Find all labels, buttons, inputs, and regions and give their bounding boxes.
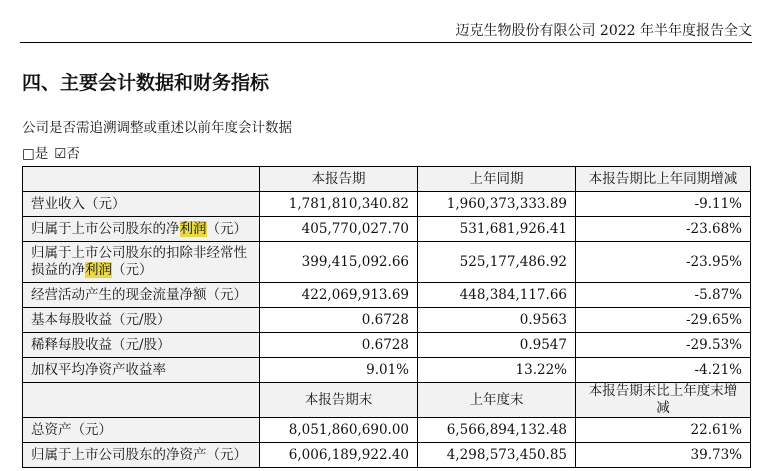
row-label: 营业收入（元） [23, 192, 260, 217]
table-row [23, 217, 751, 242]
current-value: 422,069,913.69 [260, 283, 418, 308]
row-label: 加权平均净资产收益率 [23, 358, 260, 383]
header-cell-prior: 上年同期 [418, 167, 576, 192]
header-cell-prior-year-end: 上年度末 [418, 383, 576, 418]
table-row [23, 358, 751, 383]
prior-value: 1,960,373,333.89 [418, 192, 576, 217]
restatement-question: 公司是否需追溯调整或重述以前年度会计数据 [22, 120, 292, 136]
highlighted-term: 利润 [179, 220, 207, 237]
change-value: -23.95% [576, 242, 751, 283]
label-unit: （元） [112, 262, 153, 278]
current-value: 0.6728 [260, 308, 418, 333]
financial-indicators-table [22, 166, 751, 468]
change-value: -4.21% [576, 358, 751, 383]
prior-value: 6,566,894,132.48 [418, 418, 576, 443]
row-label: 归属于上市公司股东的净资产（元） [23, 443, 260, 468]
table-subheader-row [23, 383, 751, 418]
prior-value: 531,681,926.41 [418, 217, 576, 242]
option-yes: □是 [22, 146, 49, 162]
option-no: ☑否 [54, 146, 80, 162]
current-value: 399,415,092.66 [260, 242, 418, 283]
header-cell-current: 本报告期 [260, 167, 418, 192]
table-row [23, 443, 751, 468]
current-value: 6,006,189,922.40 [260, 443, 418, 468]
table-row [23, 242, 751, 283]
prior-value: 0.9563 [418, 308, 576, 333]
header-cell-change: 本报告期末比上年度末增减 [576, 383, 751, 418]
table-header-row [23, 167, 751, 192]
section-title: 四、主要会计数据和财务指标 [22, 72, 270, 94]
table-row [23, 283, 751, 308]
restatement-options [22, 142, 86, 162]
table-row [23, 418, 751, 443]
change-value: -29.65% [576, 308, 751, 333]
header-cell-blank [23, 383, 260, 418]
row-label: 基本每股收益（元/股） [23, 308, 260, 333]
change-value: -5.87% [576, 283, 751, 308]
table-row [23, 333, 751, 358]
change-value: 39.73% [576, 443, 751, 468]
change-value: 22.61% [576, 418, 751, 443]
change-value: -23.68% [576, 217, 751, 242]
prior-value: 0.9547 [418, 333, 576, 358]
current-value: 0.6728 [260, 333, 418, 358]
highlighted-term: 利润 [85, 262, 112, 278]
table-row [23, 192, 751, 217]
current-value: 405,770,027.70 [260, 217, 418, 242]
row-label: 经营活动产生的现金流量净额（元） [23, 283, 260, 308]
header-divider [20, 42, 752, 43]
row-label [23, 217, 260, 242]
header-cell-blank [23, 167, 260, 192]
prior-value: 448,384,117.66 [418, 283, 576, 308]
table-row [23, 308, 751, 333]
row-label [23, 242, 260, 283]
header-cell-change: 本报告期比上年同期增减 [576, 167, 751, 192]
prior-value: 13.22% [418, 358, 576, 383]
label-unit: （元） [206, 220, 247, 237]
current-value: 1,781,810,340.82 [260, 192, 418, 217]
current-value: 8,051,860,690.00 [260, 418, 418, 443]
prior-value: 4,298,573,450.85 [418, 443, 576, 468]
label-text: 归属于上市公司股东的扣除非经常性损益的净 [31, 245, 247, 278]
row-label: 总资产（元） [23, 418, 260, 443]
row-label: 稀释每股收益（元/股） [23, 333, 260, 358]
label-text: 归属于上市公司股东的净 [31, 220, 180, 237]
change-value: -29.53% [576, 333, 751, 358]
current-value: 9.01% [260, 358, 418, 383]
prior-value: 525,177,486.92 [418, 242, 576, 283]
report-header: 迈克生物股份有限公司 2022 年半年度报告全文 [455, 23, 752, 39]
header-cell-period-end: 本报告期末 [260, 383, 418, 418]
change-value: -9.11% [576, 192, 751, 217]
